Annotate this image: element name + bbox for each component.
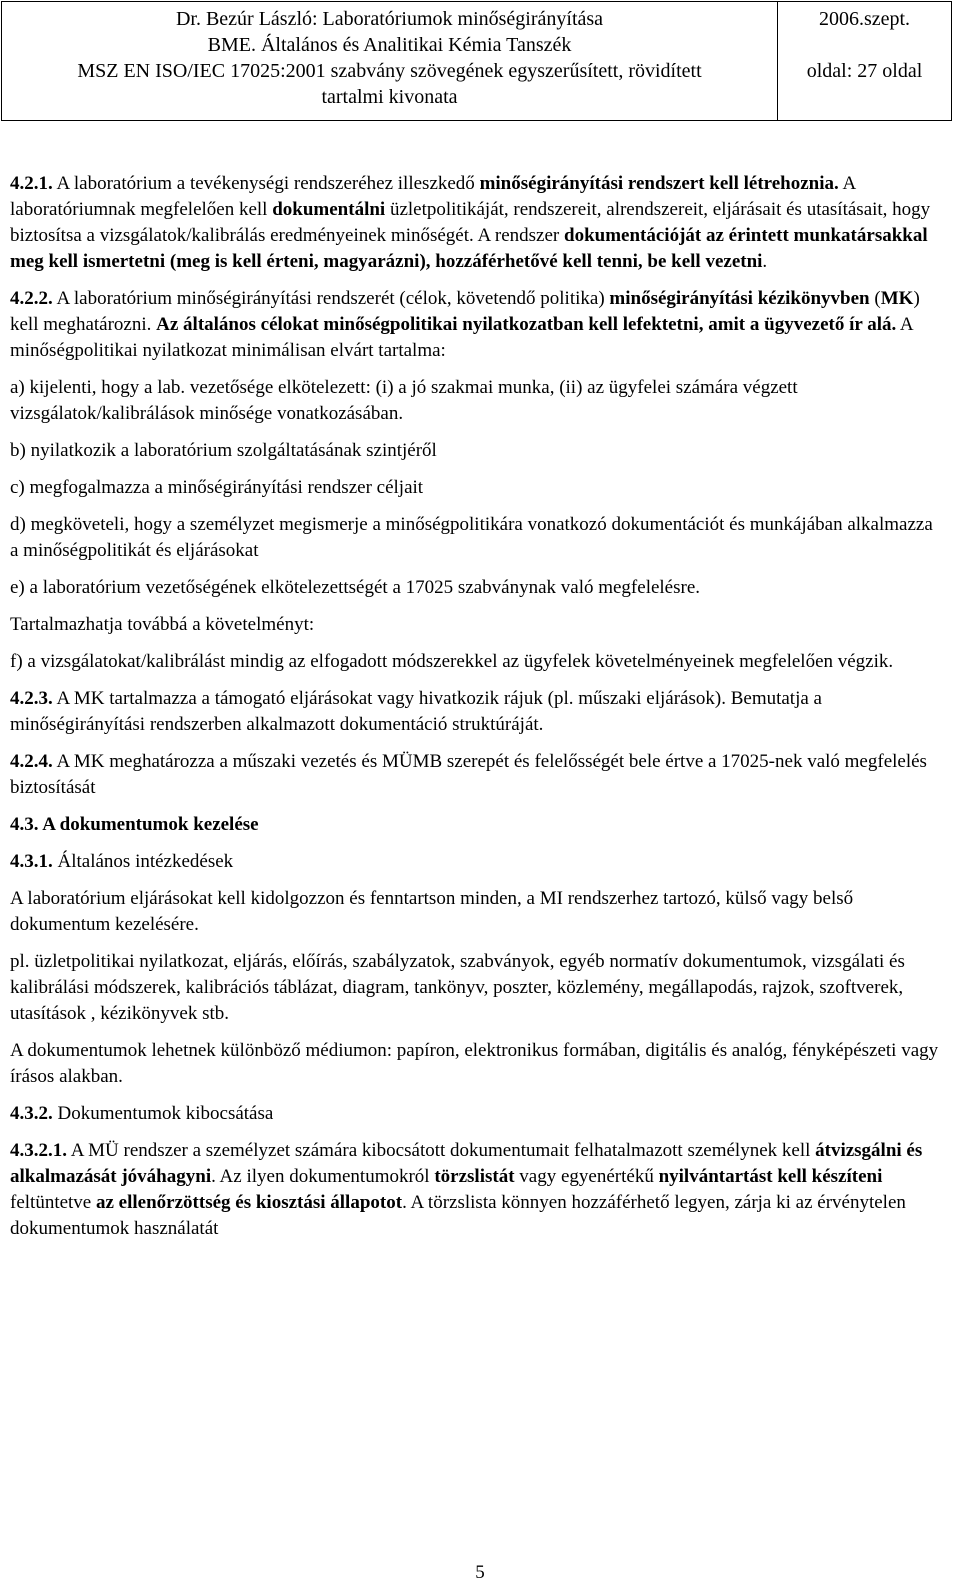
section-4-3-2-1: 4.3.2.1. A MÜ rendszer a személyzet számára kibocsátott dokumentumait felhatalmazott személynek kell átvizsgálni és alkalmazását jóváhagyni. Az ilyen dokumentumokról törzslistát vagy egyenértékű nyilvántartást kell készíteni feltüntetve az ellenőrzöttség és kiosztási állapotot. A törzslista könnyen hozzáférhető legyen, zárja ki az érvénytelen dokumentumok használatát (10, 1140, 923, 1239)
list-intro-f: Tartalmazhatja továbbá a követelményt: (10, 614, 315, 635)
heading-4-3: 4.3. A dokumentumok kezelése (10, 814, 259, 835)
header-subtitle: tartalmi kivonata (321, 86, 458, 108)
header-date: 2006.szept. (818, 8, 911, 30)
document-body (10, 171, 945, 1253)
paragraph-doc-media: A dokumentumok lehetnek különböző médiumon: papíron, elektronikus formában, digitális és analóg, fényképészeti vagy írásos alakban. (10, 1040, 939, 1087)
section-number: 4.3.2. (10, 1103, 53, 1124)
paragraph-doc-examples: pl. üzletpolitikai nyilatkozat, eljárás, előírás, szabályzatok, szabványok, egyéb normatív dokumentumok, vizsgálati és kalibrálási módszerek, kalibrációs táblázat, diagram, tankönyv, poszter, közlemény, megállapodás, rajzok, szoftverek, utasítások , kézikönyvek stb. (10, 951, 905, 1024)
list-item-f: f) a vizsgálatokat/kalibrálást mindig az elfogadott módszerekkel az ügyfelek követelményeinek megfelelően végzik. (10, 651, 894, 672)
header-title-block (2, 2, 778, 120)
section-4-2-2: 4.2.2. A laboratórium minőségirányítási rendszerét (célok, követendő politika) minőségirányítási kézikönyvben (MK) kell meghatározni. Az általános célokat minőségpolitikai nyilatkozatban kell lefektetni, amit a ügyvezető ír alá. A minőségpolitikai nyilatkozat minimálisan elvárt tartalma: (10, 288, 920, 361)
section-number: 4.3.1. (10, 851, 53, 872)
list-item-a: a) kijelenti, hogy a lab. vezetősége elkötelezett: (i) a jó szakmai munka, (ii) az ügyfelei számára végzett vizsgálatok/kalibrálások minősége vonatkozásában. (10, 377, 798, 424)
page-header (1, 1, 952, 121)
section-number: 4.3.2.1. (10, 1140, 67, 1161)
list-item-e: e) a laboratórium vezetőségének elkötelezettségét a 17025 szabványnak való megfelelésre. (10, 577, 701, 598)
section-4-2-3: 4.2.3. A MK tartalmazza a támogató eljárásokat vagy hivatkozik rájuk (pl. műszaki eljárások). Bemutatja a minőségirányítási rendszerben alkalmazott dokumentáció struktúráját. (10, 688, 822, 735)
section-number: 4.2.3. (10, 688, 53, 709)
paragraph-doc-handling: A laboratórium eljárásokat kell kidolgozzon és fenntartson minden, a MI rendszerhez tartozó, külső vagy belső dokumentum kezelésére. (10, 888, 854, 935)
page-number: 5 (475, 1562, 485, 1583)
heading-4-3-2: 4.3.2. Dokumentumok kibocsátása (10, 1103, 274, 1124)
section-number: 4.2.2. (10, 288, 53, 309)
section-number: 4.2.1. (10, 173, 53, 194)
header-meta-block (778, 2, 951, 120)
section-4-2-4: 4.2.4. A MK meghatározza a műszaki vezetés és MÜMB szerepét és felelősségét bele értve a 17025-nek való megfelelés biztosítását (10, 751, 927, 798)
heading-4-3-1: 4.3.1. Általános intézkedések (10, 851, 234, 872)
header-department: BME. Általános és Analitikai Kémia Tanszék (207, 34, 572, 56)
section-4-2-1: 4.2.1. A laboratórium a tevékenységi rendszeréhez illeszkedő minőségirányítási rendszert kell létrehoznia. A laboratóriumnak megfelelően kell dokumentálni üzletpolitikáját, rendszereit, alrendszereit, eljárásait és utasításait, hogy biztosítsa a vizsgálatok/kalibrálás eredményeinek minőségét. A rendszer dokumentációját az érintett munkatársakkal meg kell ismertetni (meg is kell érteni, magyarázni), hozzáférhetővé kell tenni, be kell vezetni. (10, 173, 931, 272)
section-number: 4.2.4. (10, 751, 53, 772)
list-item-c: c) megfogalmazza a minőségirányítási rendszer céljait (10, 477, 424, 498)
header-author-title: Dr. Bezúr László: Laboratóriumok minőségirányítása (175, 8, 604, 30)
header-standard: MSZ EN ISO/IEC 17025:2001 szabvány szövegének egyszerűsített, rövidített (77, 60, 702, 82)
list-item-b: b) nyilatkozik a laboratórium szolgáltatásának szintjéről (10, 440, 437, 461)
list-item-d: d) megköveteli, hogy a személyzet megismerje a minőségpolitikára vonatkozó dokumentációt és munkájában alkalmazza a minőségpolitikát és eljárásokat (10, 514, 933, 561)
header-page-count: oldal: 27 oldal (806, 60, 923, 82)
